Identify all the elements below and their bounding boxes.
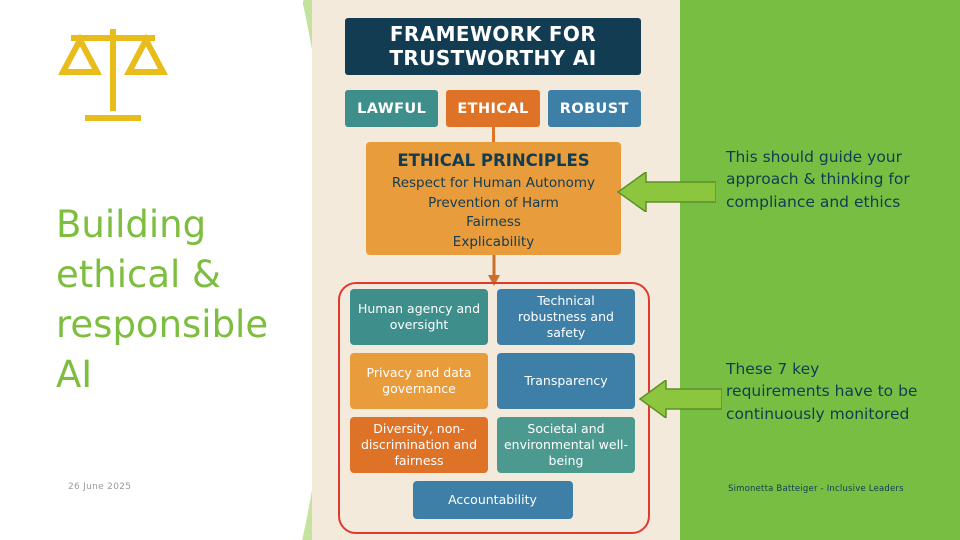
callout-arrow-left-icon bbox=[616, 172, 716, 212]
requirements-row bbox=[350, 481, 635, 519]
pill-robust: ROBUST bbox=[548, 90, 641, 127]
pill-lawful: LAWFUL bbox=[345, 90, 438, 127]
requirements-row bbox=[350, 417, 635, 473]
requirement-box: Transparency bbox=[497, 353, 635, 409]
page-title: Building ethical & responsible AI bbox=[56, 203, 269, 396]
ethical-principle-item: Fairness bbox=[466, 214, 521, 231]
ethical-principle-item: Explicability bbox=[452, 233, 535, 250]
scales-of-justice-icon bbox=[58, 22, 168, 132]
requirements-row bbox=[350, 289, 635, 345]
callout-arrow-left-icon bbox=[638, 380, 722, 418]
requirement-box: Privacy and data governance bbox=[350, 353, 488, 409]
pill-ethical: ETHICAL bbox=[446, 90, 539, 127]
requirement-box: Technical robustness and safety bbox=[497, 289, 635, 345]
ethical-principles-title: ETHICAL PRINCIPLES bbox=[397, 151, 590, 170]
framework-pill-row bbox=[345, 90, 641, 127]
requirements-row bbox=[350, 353, 635, 409]
requirement-box: Diversity, non-discrimination and fairness bbox=[350, 417, 488, 473]
requirement-box: Accountability bbox=[413, 481, 573, 519]
requirement-box: Human agency and oversight bbox=[350, 289, 488, 345]
ethical-principle-item: Prevention of Harm bbox=[428, 194, 559, 211]
framework-header: FRAMEWORK FOR TRUSTWORTHY AI bbox=[345, 18, 641, 75]
ethical-principles-box bbox=[366, 142, 621, 255]
note-text: These 7 key requirements have to be continuously monitored bbox=[726, 360, 918, 423]
credit-text: Simonetta Batteiger - Inclusive Leaders bbox=[728, 484, 904, 494]
connector-line-vertical bbox=[492, 127, 495, 142]
slide-date: 26 June 2025 bbox=[68, 482, 132, 492]
requirement-box: Societal and environmental well-being bbox=[497, 417, 635, 473]
note-text: This should guide your approach & thinking for compliance and ethics bbox=[726, 148, 910, 211]
ethical-principle-item: Respect for Human Autonomy bbox=[391, 175, 596, 191]
requirements-grid bbox=[350, 289, 635, 519]
